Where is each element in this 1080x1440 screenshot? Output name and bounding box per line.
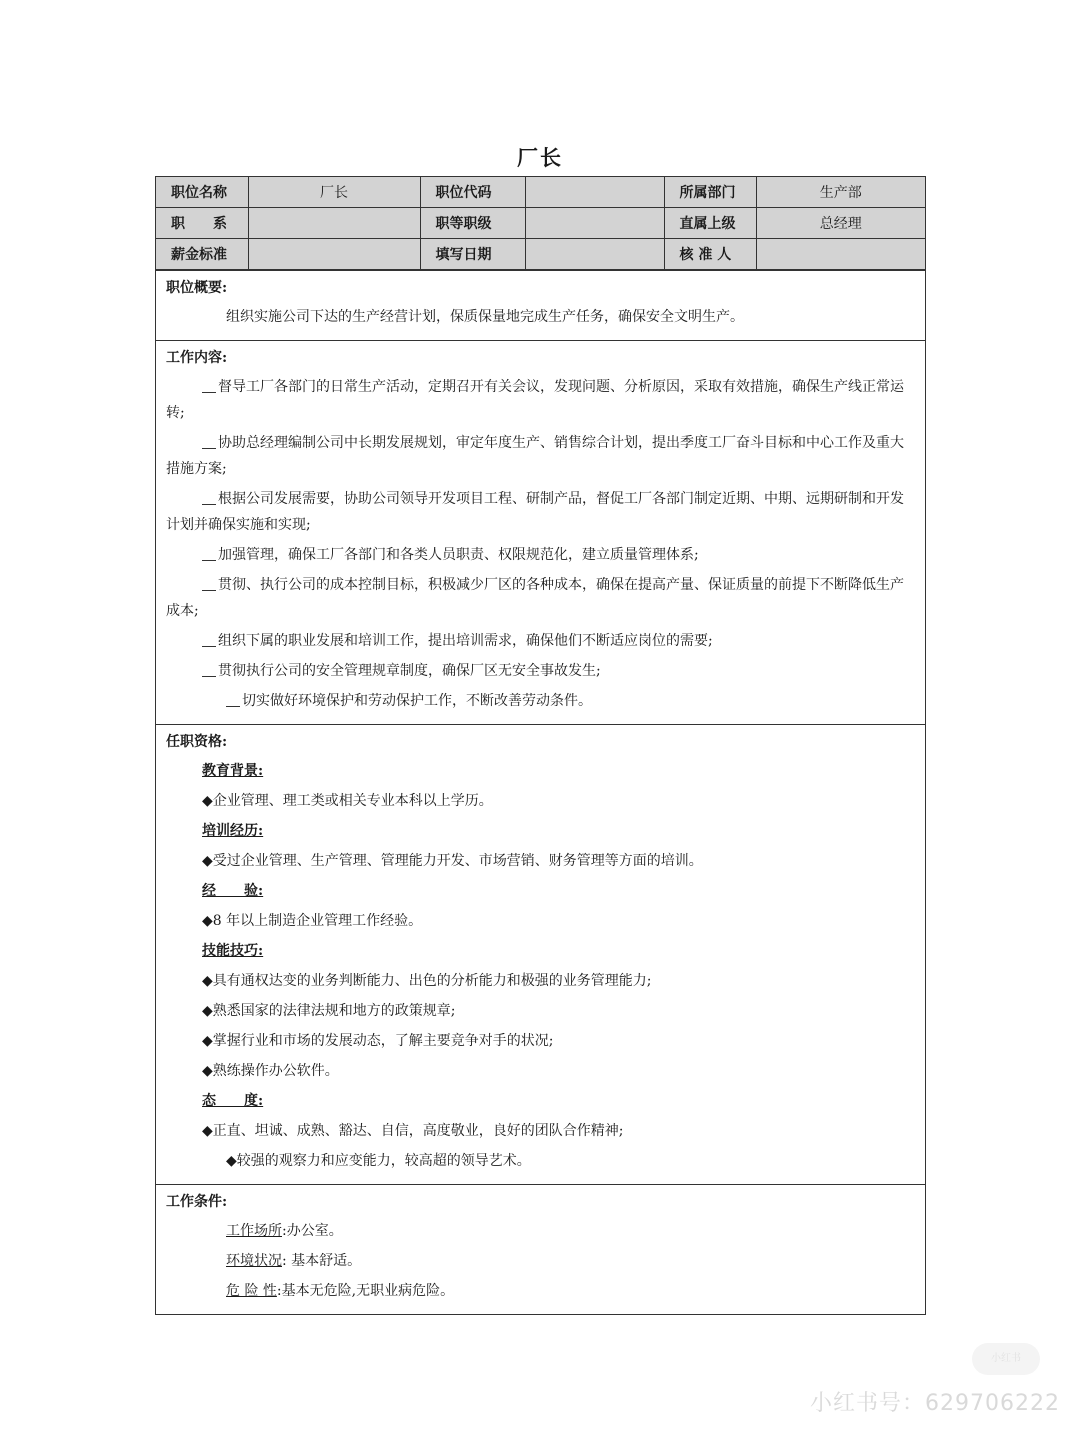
qualification-bullet: ◆掌握行业和市场的发展动态，了解主要竞争对手的状况; (202, 1033, 554, 1049)
header-label: 核 准 人 (664, 239, 756, 270)
duty-text: 协助总经理编制公司中长期发展规划，审定年度生产、销售综合计划，提出季度工厂奋斗目标和中心工作及重大措施方案; (166, 435, 904, 477)
duty-item (166, 656, 915, 686)
qualification-heading: 态 度: (202, 1093, 264, 1109)
qualification-heading: 经 验: (202, 883, 264, 899)
duties-section (156, 340, 925, 724)
header-value (248, 208, 420, 239)
condition-key: 环境状况 (226, 1253, 282, 1269)
qualifications-section (156, 724, 925, 1184)
duty-text: 切实做好环境保护和劳动保护工作，不断改善劳动条件。 (242, 693, 592, 709)
qualification-bullet: ◆受过企业管理、生产管理、管理能力开发、市场营销、财务管理等方面的培训。 (202, 853, 703, 869)
header-label: 职等职级 (420, 208, 525, 239)
duty-item (166, 484, 915, 540)
watermark-text: 小红书号：629706222 (810, 1391, 1060, 1416)
header-value: 厂长 (248, 177, 420, 208)
header-label: 职位代码 (420, 177, 525, 208)
duty-text: 加强管理，确保工厂各部门和各类人员职责、权限规范化，建立质量管理体系; (218, 547, 699, 563)
header-label: 薪金标准 (156, 239, 248, 270)
header-label: 所属部门 (664, 177, 756, 208)
header-value (525, 177, 664, 208)
header-row (156, 239, 925, 270)
blank-mark (202, 662, 216, 677)
condition-value: :基本无危险,无职业病危险。 (276, 1283, 455, 1299)
qualification-bullet: ◆熟悉国家的法律法规和地方的政策规章; (202, 1003, 456, 1019)
header-label: 直属上级 (664, 208, 756, 239)
condition-item (226, 1216, 915, 1246)
qualification-bullet: ◆8 年以上制造企业管理工作经验。 (202, 913, 423, 929)
condition-item (226, 1246, 915, 1276)
header-value (525, 239, 664, 270)
overview-text: 组织实施公司下达的生产经营计划，保质保量地完成生产任务，确保安全文明生产。 (226, 309, 744, 325)
duty-item (166, 626, 915, 656)
duty-text: 根据公司发展需要，协助公司领导开发项目工程、研制产品，督促工厂各部门制定近期、中期、远期研制和开发计划并确保实施和实现; (166, 491, 904, 533)
qualification-bullet: ◆具有通权达变的业务判断能力、出色的分析能力和极强的业务管理能力; (202, 973, 652, 989)
job-description-form (155, 176, 926, 1315)
header-value (248, 239, 420, 270)
qualification-bullet: ◆企业管理、理工类或相关专业本科以上学历。 (202, 793, 493, 809)
header-value: 总经理 (756, 208, 925, 239)
header-value (756, 239, 925, 270)
qualification-heading: 教育背景: (202, 763, 264, 779)
blank-mark (202, 434, 216, 449)
duty-text: 组织下属的职业发展和培训工作，提出培训需求，确保他们不断适应岗位的需要; (218, 633, 713, 649)
qualification-heading: 培训经历: (202, 823, 264, 839)
qualification-bullet: ◆熟练操作办公软件。 (202, 1063, 339, 1079)
duty-item (166, 428, 915, 484)
conditions-section (156, 1184, 925, 1314)
header-table (156, 177, 925, 270)
qualification-heading: 技能技巧: (202, 943, 264, 959)
duty-text: 督导工厂各部门的日常生产活动，定期召开有关会议，发现问题、分析原因，采取有效措施，确保生产线正常运转; (166, 379, 904, 421)
header-value: 生产部 (756, 177, 925, 208)
blank-mark (202, 576, 216, 591)
condition-key: 危 险 性 (226, 1283, 277, 1299)
section-title: 职位概要: (166, 280, 228, 296)
overview-section (156, 270, 925, 340)
condition-value: :办公室。 (282, 1223, 343, 1239)
blank-mark (202, 632, 216, 647)
header-row (156, 208, 925, 239)
header-row (156, 177, 925, 208)
header-label: 职 系 (156, 208, 248, 239)
condition-item (226, 1276, 915, 1306)
watermark-logo: 小红书 (972, 1343, 1040, 1375)
duty-item (166, 570, 915, 626)
blank-mark (202, 546, 216, 561)
condition-value: : 基本舒适。 (282, 1253, 362, 1269)
qualification-bullet: ◆正直、坦诚、成熟、豁达、自信，高度敬业，良好的团队合作精神; (202, 1123, 624, 1139)
blank-mark (226, 692, 240, 707)
section-title: 工作内容: (166, 350, 228, 366)
header-label: 职位名称 (156, 177, 248, 208)
duty-item (166, 686, 915, 716)
blank-mark (202, 378, 216, 393)
header-label: 填写日期 (420, 239, 525, 270)
duty-item (166, 540, 915, 570)
duty-text: 贯彻执行公司的安全管理规章制度，确保厂区无安全事故发生; (218, 663, 601, 679)
duty-text: 贯彻、执行公司的成本控制目标，积极减少厂区的各种成本，确保在提高产量、保证质量的前提下不断降低生产成本; (166, 577, 904, 619)
blank-mark (202, 490, 216, 505)
duty-item (166, 372, 915, 428)
qualification-bullet: ◆较强的观察力和应变能力，较高超的领导艺术。 (226, 1153, 531, 1169)
document-title: 厂长 (517, 145, 563, 170)
section-title: 任职资格: (166, 734, 228, 750)
header-value (525, 208, 664, 239)
condition-key: 工作场所 (226, 1223, 282, 1239)
section-title: 工作条件: (166, 1194, 228, 1210)
